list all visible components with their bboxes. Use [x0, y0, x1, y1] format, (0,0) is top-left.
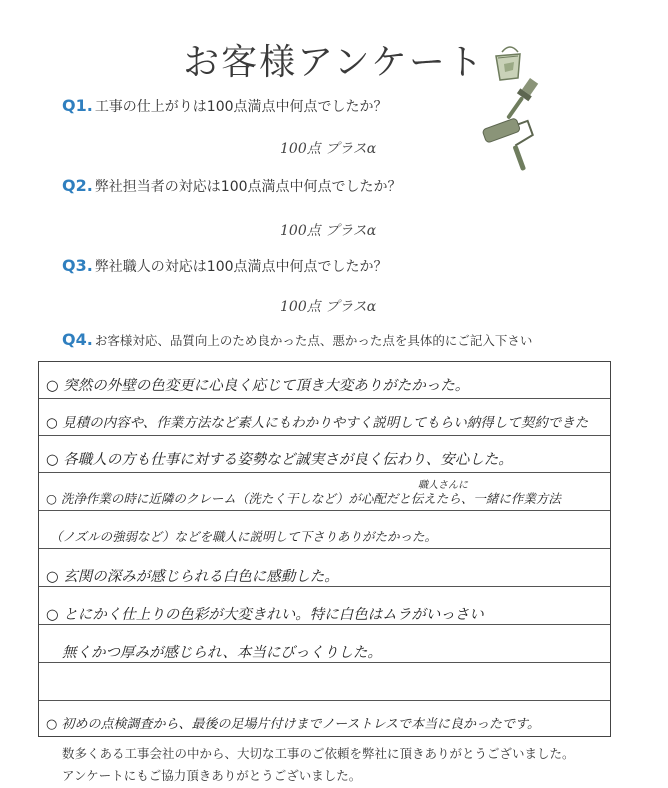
page-title: お客様アンケート — [183, 42, 485, 83]
question-1 — [62, 96, 388, 116]
comment-line — [39, 435, 610, 436]
comment-text: 無くかつ厚みが感じられ、本当にびっくりした。 — [62, 645, 382, 661]
question-number: Q3. — [62, 256, 93, 275]
comment-insert: 職人さんに — [418, 480, 468, 491]
comment-line — [39, 586, 610, 587]
answer-2: 100点 プラスα — [280, 223, 377, 239]
comment-text: ○ 見積の内容や、作業方法など素人にもわかりやすく説明してもらい納得して契約できた — [46, 415, 589, 431]
comment-text: ○ 各職人の方も仕事に対する姿勢など誠実さが良く伝わり、安心した。 — [46, 452, 513, 468]
comment-line — [39, 398, 610, 399]
comment-line — [39, 548, 610, 549]
footer-thanks-1: 数多くある工事会社の中から、大切な工事のご依頼を弊社に頂きありがとうございました。 — [62, 746, 575, 761]
comment-line — [39, 510, 610, 511]
question-text: 弊社担当者の対応は100点満点中何点でしたか？ — [94, 179, 402, 195]
question-number: Q2. — [62, 176, 93, 195]
comment-text: ○ 初めの点検調査から、最後の足場片付けまでノーストレスで本当に良かったです。 — [46, 717, 541, 732]
question-number: Q4. — [62, 330, 93, 349]
comment-line — [39, 472, 610, 473]
comment-text: （ノズルの強弱など）などを職人に説明して下さりありがたかった。 — [50, 529, 438, 544]
answer-1: 100点 プラスα — [280, 141, 377, 157]
painting-tools-illustration — [470, 38, 590, 188]
comment-text: ○ 洗浄作業の時に近隣のクレーム（洗たく干しなど）が心配だと伝えたら、一緒に作業方法 — [46, 491, 561, 506]
question-number: Q1. — [62, 96, 93, 115]
question-3 — [62, 256, 388, 276]
question-text: 弊社職人の対応は100点満点中何点でしたか？ — [94, 259, 388, 275]
question-4 — [62, 330, 532, 349]
paint-roller-icon — [482, 114, 543, 179]
paint-brush-icon — [502, 77, 540, 123]
footer-thanks-2: アンケートにもご協力頂きありがとうございました。 — [62, 768, 362, 783]
comment-line — [39, 624, 610, 625]
comment-text: ○ 突然の外壁の色変更に心良く応じて頂き大変ありがたかった。 — [46, 378, 470, 394]
question-2 — [62, 176, 402, 196]
comment-line — [39, 700, 610, 701]
comment-text: ○ 玄関の深みが感じられる白色に感動した。 — [46, 569, 339, 585]
paint-bucket-icon — [496, 47, 520, 80]
answer-3: 100点 プラスα — [280, 299, 377, 315]
comment-text: ○ とにかく仕上りの色彩が大変きれい。特に白色はムラがいっさい — [46, 607, 484, 623]
question-text: お客様対応、品質向上のため良かった点、悪かった点を具体的にご記入下さい — [94, 333, 533, 348]
question-text: 工事の仕上がりは100点満点中何点でしたか？ — [94, 99, 388, 115]
comment-line — [39, 662, 610, 663]
